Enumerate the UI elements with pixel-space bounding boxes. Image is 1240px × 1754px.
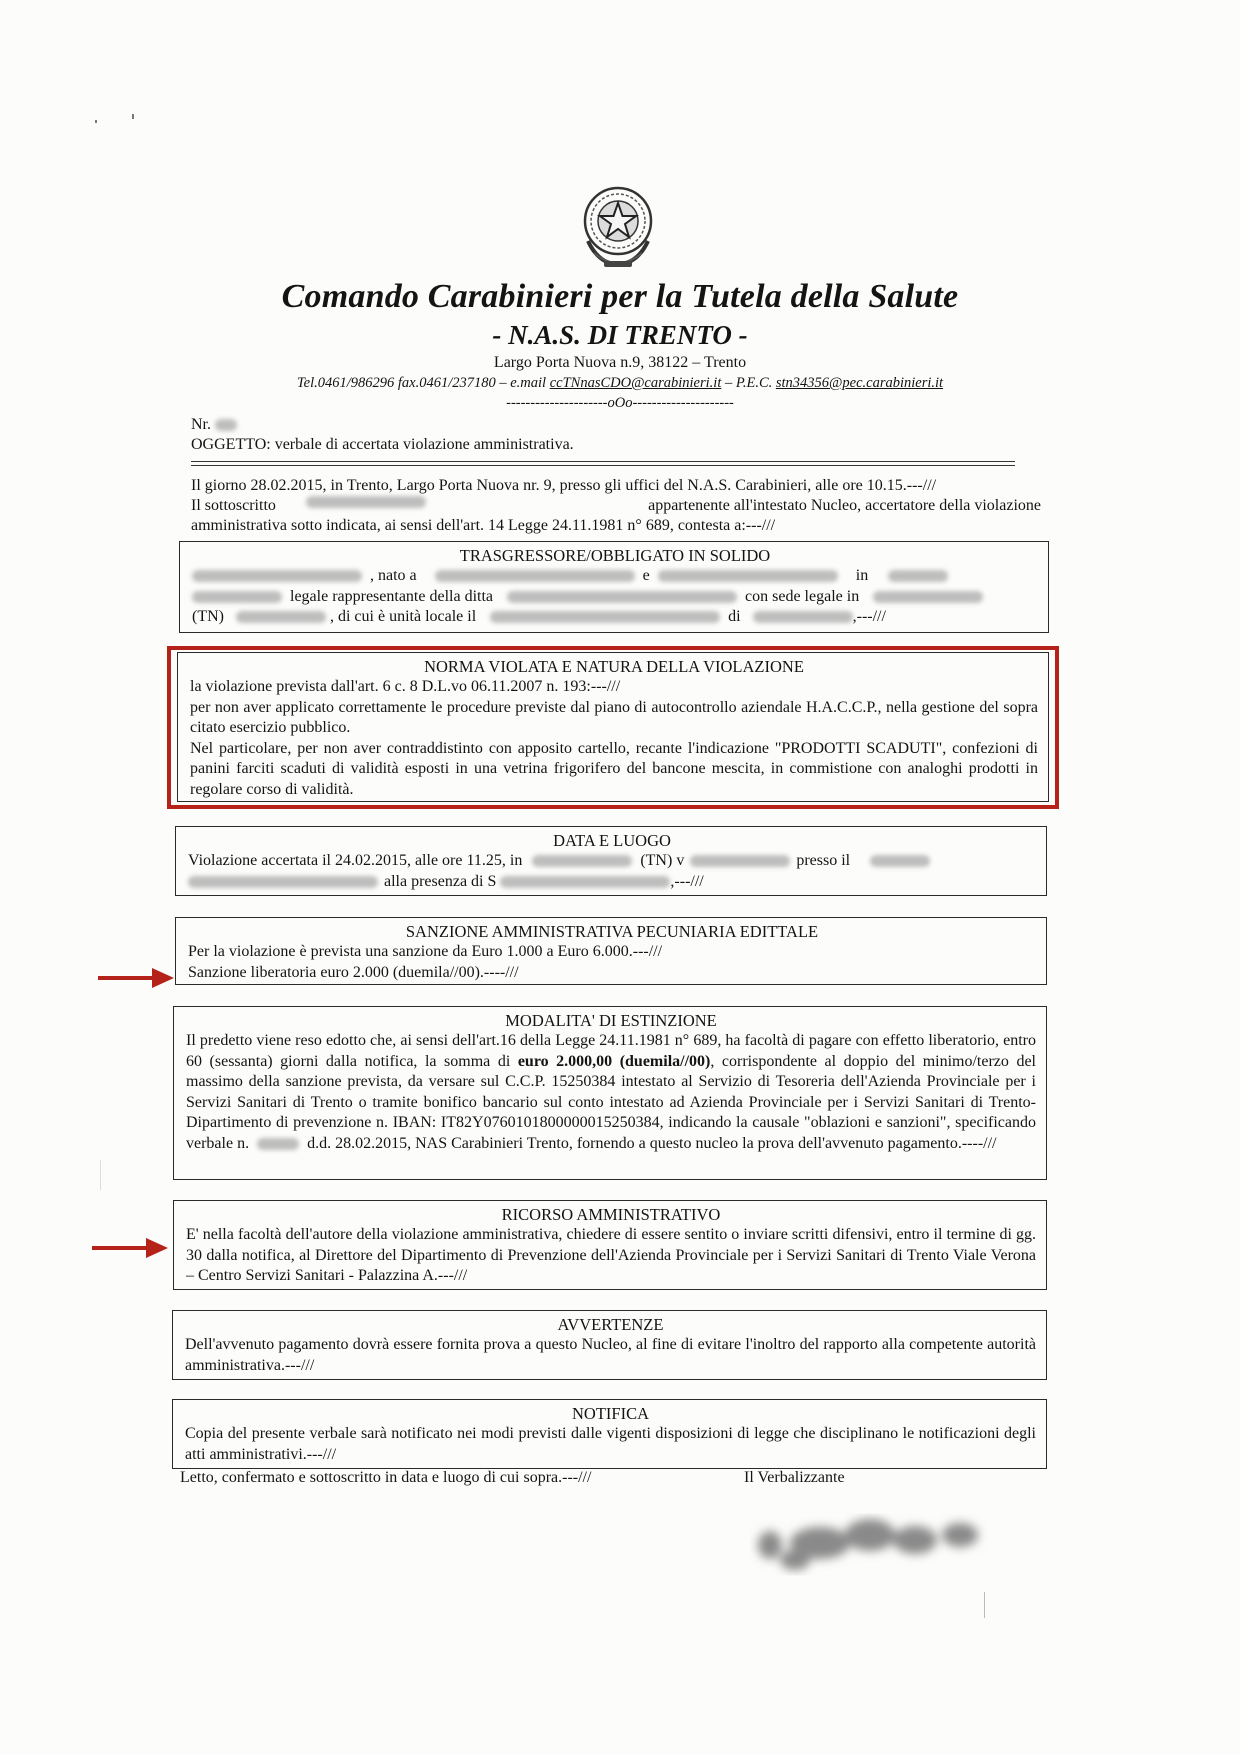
intro-line-3: amministrativa sotto indicata, ai sensi dell'art. 14 Legge 24.11.1981 n° 689, contesta a:---/// <box>191 517 776 534</box>
intro-line-2a: Il sottoscritto <box>191 497 276 514</box>
notifica-title: NOTIFICA <box>572 1404 649 1423</box>
notifica-text: Copia del presente verbale sarà notificato nei modi previsti dalle vigenti disposizioni di legge che disciplinano le notificazioni degli atti amministrativi.---/// <box>185 1425 1036 1463</box>
redacted <box>257 1138 299 1150</box>
modalita-text-c: d.d. 28.02.2015, NAS Carabinieri Trento, fornendo a questo nucleo la prova dell'avvenuto pagamento.----/// <box>307 1134 997 1152</box>
sanzione-title: SANZIONE AMMINISTRATIVA PECUNIARIA EDITTALE <box>405 922 819 941</box>
data-luogo-1c: presso il <box>796 852 851 869</box>
data-luogo-line-1 <box>188 851 1036 872</box>
ricorso-title: RICORSO AMMINISTRATIVO <box>501 1205 721 1224</box>
modalita-text-a: Il predetto viene reso edotto che, ai sensi dell'art.16 della Legge 24.11.1981 n° 689, ha facoltà di pagare con effetto liberatorio, entro 60 (sessanta) giorni dalla notifica, la somma di <box>186 1032 1036 1070</box>
italian-republic-emblem-icon <box>578 183 658 271</box>
arrow-right-icon <box>96 966 176 990</box>
scan-line <box>984 1592 985 1618</box>
header-contacts <box>0 375 1240 392</box>
data-luogo-box <box>175 826 1047 896</box>
data-luogo-2b: ,---/// <box>670 872 704 890</box>
sanzione-line-1: Per la violazione è prevista una sanzione da Euro 1.000 a Euro 6.000.---/// <box>188 943 663 960</box>
email-link[interactable]: ccTNnasCDO@carabinieri.it <box>549 375 722 391</box>
redacted <box>306 496 426 508</box>
notifica-box <box>172 1399 1047 1469</box>
trasgressore-in: in <box>855 567 869 584</box>
trasgressore-line-1 <box>192 566 1038 587</box>
trasgressore-di: di <box>728 608 741 625</box>
redacted <box>236 611 326 623</box>
data-luogo-1a: Violazione accertata il 24.02.2015, alle ore 11.25, in <box>188 852 523 869</box>
trasgressore-sede: con sede legale in <box>745 587 860 605</box>
intro-paragraph <box>191 476 1041 536</box>
data-luogo-line-2 <box>188 872 1036 893</box>
trasgressore-box <box>179 541 1049 633</box>
contacts-pec-label: – P.E.C. <box>721 375 776 391</box>
scan-line <box>100 1160 101 1190</box>
avvertenze-text: Dell'avvenuto pagamento dovrà essere fornita prova a questo Nucleo, al fine di evitare l'inoltro del rapporto alla competente autorità amministrativa.---/// <box>185 1336 1036 1374</box>
trasgressore-title: TRASGRESSORE/OBBLIGATO IN SOLIDO <box>459 546 771 565</box>
header-separator: ---------------------oOo--------------------- <box>506 395 734 411</box>
redacted <box>888 570 948 582</box>
modalita-text-b: , corrispondente al doppio del minimo/terzo del massimo della sanzione prevista, da versare sul C.C.P. 15250384 intestato al Servizio di Tesoreria dell'Azienda Provinciale per i Servizi Sanitari di Trento o tramite bonifico bancario sul conto intestato ad Azienda Provinciale per i Servizi Sanitari di Trento- Dipartimento di prevenzione n. IBAN: IT82Y0760101800000015250384, indicando la causale "oblazioni e sanzioni", specificando verbale n. <box>186 1052 1036 1152</box>
intro-line-1: Il giorno 28.02.2015, in Trento, Largo Porta Nuova nr. 9, presso gli uffici del N.A.S. Carabinieri, alle ore 10.15.---/// <box>191 477 937 494</box>
trasgressore-line-2 <box>192 587 1038 608</box>
signature-redacted <box>750 1505 1000 1585</box>
norma-title: NORMA VIOLATA E NATURA DELLA VIOLAZIONE <box>424 657 804 676</box>
nr-label: Nr. <box>191 416 211 433</box>
redacted <box>753 611 853 623</box>
sanzione-box <box>175 917 1047 985</box>
contacts-phone: Tel.0461/986296 fax.0461/237180 – e.mail <box>296 375 550 391</box>
avvertenze-title: AVVERTENZE <box>557 1315 664 1334</box>
double-rule <box>191 461 1015 466</box>
subject-line: OGGETTO: verbale di accertata violazione amministrativa. <box>191 436 574 453</box>
redacted <box>658 570 838 582</box>
redacted <box>690 855 790 867</box>
redacted <box>870 855 930 867</box>
redacted <box>507 591 737 603</box>
norma-p2: per non aver applicato correttamente le procedure previste dal piano di autocontrollo aziendale H.A.C.C.P., nella gestione del sopra citato esercizio pubblico. <box>190 698 1038 736</box>
redacted <box>500 876 670 888</box>
intro-line-2b: appartenente all'intestato Nucleo, accertatore della violazione <box>648 497 1041 514</box>
modalita-box <box>173 1006 1047 1180</box>
footer-signer-label: Il Verbalizzante <box>744 1469 845 1486</box>
redacted <box>215 419 237 431</box>
scan-speck <box>95 120 97 123</box>
intro-line-2 <box>191 496 1041 516</box>
trasgressore-unita: , di cui è unità locale il <box>329 608 477 625</box>
redacted <box>435 570 635 582</box>
header-title: Comando Carabinieri per la Tutela della Salute <box>281 278 959 315</box>
avvertenze-box <box>172 1310 1047 1380</box>
scan-speck <box>132 114 134 119</box>
trasgressore-e: e <box>642 567 650 584</box>
trasgressore-legale: legale rappresentante della ditta <box>290 587 494 605</box>
trasgressore-tn: (TN) <box>192 608 224 625</box>
norma-p3: Nel particolare, per non aver contraddistinto con apposito cartello, recante l'indicazione "PRODOTTI SCADUTI", confezioni di panini farciti scaduti di validità esposti in una vetrina frigorifero del bancone mescita, in commistione con analoghi prodotti in regolare corso di validità. <box>190 739 1038 798</box>
trasgressore-end: ,---/// <box>852 608 886 625</box>
redacted <box>188 876 378 888</box>
redacted <box>532 855 632 867</box>
redacted <box>873 591 983 603</box>
norma-p1: la violazione prevista dall'art. 6 c. 8 D.L.vo 06.11.2007 n. 193:---/// <box>190 678 621 695</box>
trasgressore-nato: , nato a <box>370 567 417 584</box>
arrow-right-icon <box>90 1236 170 1260</box>
redacted <box>192 570 362 582</box>
pec-link[interactable]: stn34356@pec.carabinieri.it <box>775 375 944 391</box>
ricorso-text: E' nella facoltà dell'autore della violazione amministrativa, chiedere di essere sentito o inviare scritti difensivi, entro il termine di gg. 30 dalla notifica, al Direttore del Dipartimento di Prevenzione dell'Azienda Provinciale per i Servizi Sanitari di Trento Viale Verona – Centro Servizi Sanitari - Palazzina A.---/// <box>186 1226 1036 1284</box>
modalita-text <box>186 1031 1036 1154</box>
data-luogo-title: DATA E LUOGO <box>553 831 671 850</box>
data-luogo-2a: alla presenza di S <box>384 872 497 890</box>
norma-box <box>177 652 1049 802</box>
modalita-title: MODALITA' DI ESTINZIONE <box>505 1011 717 1030</box>
header-subtitle: - N.A.S. DI TRENTO - <box>492 320 748 350</box>
redacted <box>192 591 282 603</box>
protocol-number <box>191 416 237 434</box>
sanzione-line-2: Sanzione liberatoria euro 2.000 (duemila//00).----/// <box>188 963 519 981</box>
footer-confirmation: Letto, confermato e sottoscritto in data e luogo di cui sopra.---/// <box>180 1469 592 1486</box>
redacted <box>490 611 720 623</box>
header-address: Largo Porta Nuova n.9, 38122 – Trento <box>493 354 747 371</box>
trasgressore-line-3 <box>192 607 1038 628</box>
ricorso-box <box>173 1200 1047 1290</box>
data-luogo-1b: (TN) v <box>640 852 685 869</box>
modalita-amount: euro 2.000,00 (duemila//00) <box>517 1052 711 1070</box>
